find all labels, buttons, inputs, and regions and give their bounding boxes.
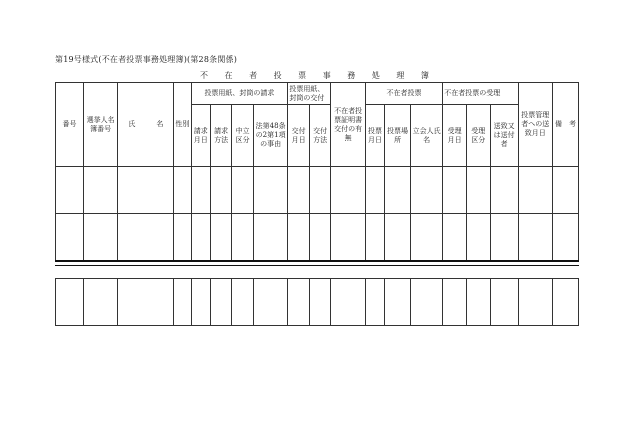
header-receipt-class: 受理区分 xyxy=(466,105,490,167)
ledger-table-continued xyxy=(55,278,579,326)
table-row xyxy=(56,167,579,214)
header-register-no: 選挙人名簿番号 xyxy=(83,83,117,167)
header-witness-name: 立会人氏名 xyxy=(410,105,442,167)
break-line-top xyxy=(55,260,579,262)
header-law48: 法第48条の2第1項の事由 xyxy=(253,105,287,167)
header-request-method: 請求方法 xyxy=(210,105,232,167)
header-delivery-date: 交付月日 xyxy=(288,105,310,167)
header-receipt-date: 受理月日 xyxy=(443,105,467,167)
ledger-table xyxy=(55,82,579,261)
table-row xyxy=(56,279,579,326)
header-manager-send: 投票管理者への送致月日 xyxy=(518,83,552,167)
header-name: 氏 名 xyxy=(118,83,174,167)
header-remarks: 備 考 xyxy=(553,83,579,167)
header-delivery-method: 交付方法 xyxy=(309,105,331,167)
header-row-1 xyxy=(56,83,579,105)
document-title: 不 在 者 投 票 事 務 処 理 簿 xyxy=(200,71,436,80)
header-send-flag: 送致又は送付者 xyxy=(490,105,518,167)
header-proof: 不在者投票証明書交付の有無 xyxy=(331,83,365,167)
header-group-request: 投票用紙、封筒の請求 xyxy=(191,83,288,105)
header-group-absentee: 不在者投票 xyxy=(365,83,442,105)
header-gender: 性別 xyxy=(174,83,191,167)
header-group-receipt: 不在者投票の受理 xyxy=(443,83,518,105)
form-label: 第19号様式(不在者投票事務処理簿)(第28条関係) xyxy=(55,55,238,64)
table-row xyxy=(56,214,579,261)
header-neutral-ward: 中立区分 xyxy=(232,105,254,167)
header-group-delivery: 投票用紙、封筒の交付 xyxy=(288,83,331,105)
break-line-bottom xyxy=(55,265,579,266)
header-vote-place: 投票場所 xyxy=(385,105,411,167)
header-request-date: 請求月日 xyxy=(191,105,210,167)
header-vote-date: 投票月日 xyxy=(365,105,384,167)
header-number: 番号 xyxy=(56,83,84,167)
